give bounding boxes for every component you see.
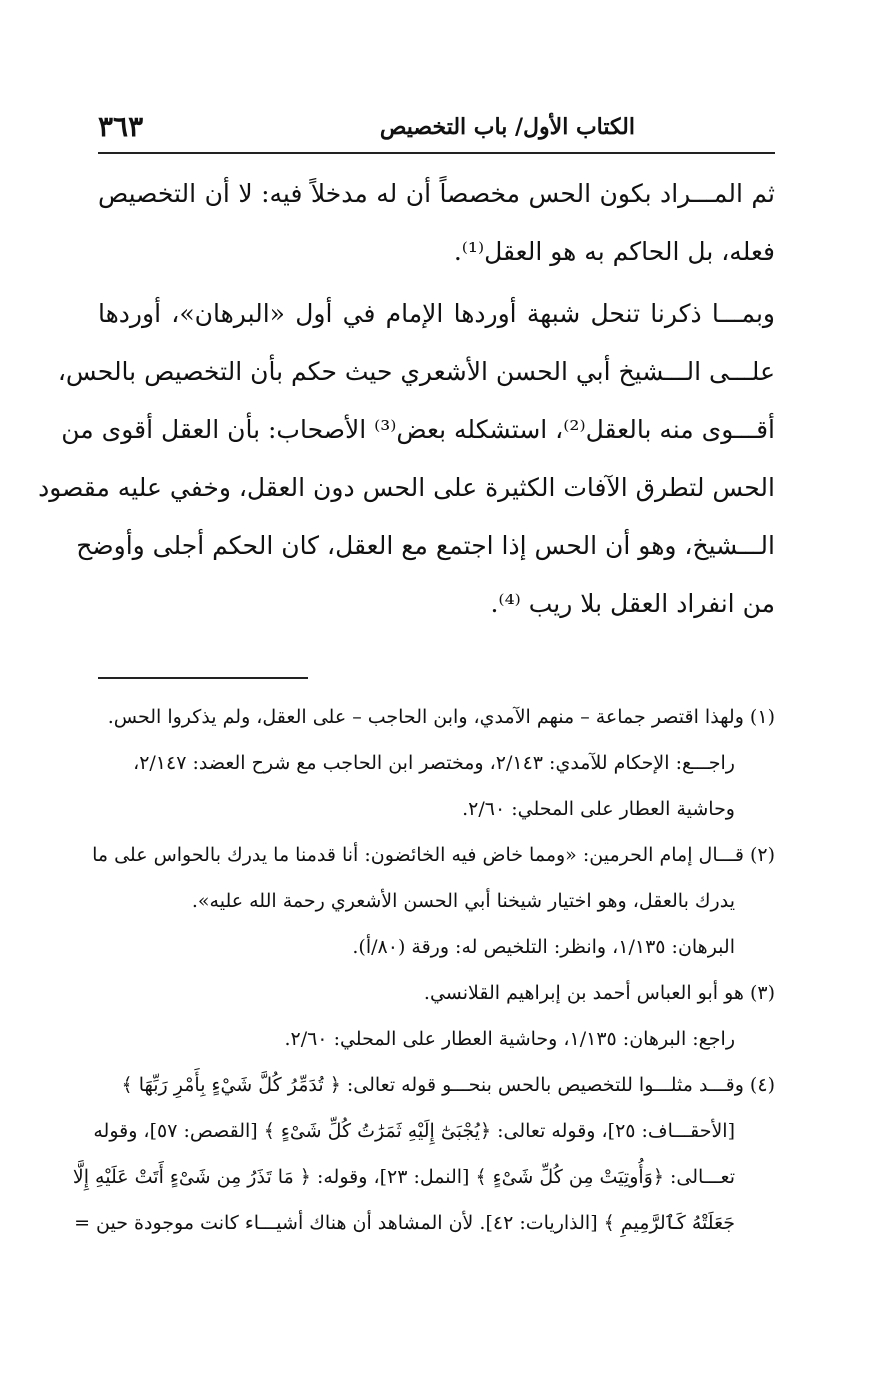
footnote-line: يدرك بالعقل، وهو اختيار شيخنا أبي الحسن الأشعري رحمة الله عليه». [191,890,735,912]
text-line: علـــى الـــشيخ أبي الحسن الأشعري حيث حكم بأن التخصيص بالحس، [57,357,775,386]
footnote-4 [72,1062,775,1246]
main-text [38,165,775,633]
footnote-line: (٣) هو أبو العباس أحمد بن إبراهيم القلانسي. [423,982,775,1004]
text-line: الـــشيخ، وهو أن الحس إذا اجتمع مع العقل، كان الحكم أجلى وأوضح [76,531,775,560]
footnote-separator [98,677,308,679]
text-line: وبمـــا ذكرنا تنحل شبهة أوردها الإمام في أول «البرهان»، أوردها [98,299,775,328]
footnote-line: البرهان: ١/١٣٥، وانظر: التلخيص له: ورقة (٨٠/أ). [352,936,735,958]
footnotes [72,694,775,1246]
footnote-line: [الأحقـــاف: ٢٥]، وقوله تعالى: ﴿يُجْبَىٰٓ إِلَيْهِ ثَمَرَٰتُ كُلِّ شَىْءٍ ﴾ [القصص: ٥٧]، وقوله [93,1120,735,1142]
footnote-line: (٢) قـــال إمام الحرمين: «ومما خاض فيه الخائضون: أنا قدمنا ما يدرك بالحواس على ما [92,844,775,866]
paragraph-2 [38,285,775,633]
footnote-line: جَعَلَتْهُ كَٱلرَّمِيمِ ﴾ [الذاريات: ٤٢]. لأن المشاهد أن هناك أشيـــاء كانت موجودة حين = [74,1212,735,1234]
footnote-3 [98,970,775,1062]
text-line: أقـــوى منه بالعقل⁽²⁾، استشكله بعض⁽³⁾ الأصحاب: بأن العقل أقوى من [61,415,775,444]
text-line: الحس لتطرق الآفات الكثيرة على الحس دون العقل، وخفي عليه مقصود [38,473,775,502]
running-title: الكتاب الأول/ باب التخصيص [379,114,635,140]
footnote-line: راجع: البرهان: ١/١٣٥، وحاشية العطار على المحلي: ٢/٦٠. [284,1028,735,1050]
footnote-line: (١) ولهذا اقتصر جماعة – منهم الآمدي، وابن الحاجب – على العقل، ولم يذكروا الحس. [107,706,775,728]
footnote-line: (٤) وقـــد مثلـــوا للتخصيص بالحس بنحـــو قوله تعالى: ﴿ تُدَمِّرُ كُلَّ شَيْءٍ بِأَمْرِ رَبِّهَا ﴾ [121,1074,775,1096]
text-line: من انفراد العقل بلا ريب ⁽⁴⁾. [490,589,775,618]
footnote-2 [92,832,775,970]
text-line: ثم المـــراد بكون الحس مخصصاً أن له مدخلاً فيه: لا أن التخصيص [98,179,775,208]
footnote-line: راجـــع: الإحكام للآمدي: ٢/١٤٣، ومختصر ابن الحاجب مع شرح العضد: ٢/١٤٧، [133,752,735,774]
footnote-1 [98,694,775,832]
footnote-line: وحاشية العطار على المحلي: ٢/٦٠. [462,798,735,820]
page-header [98,108,775,154]
text-line: فعله، بل الحاكم به هو العقل⁽¹⁾. [453,237,775,266]
footnote-line: تعـــالى: ﴿وَأُوتِيَتْ مِن كُلِّ شَىْءٍ ﴾ [النمل: ٢٣]، وقوله: ﴿ مَا تَذَرُ مِن شَىْءٍ أَتَتْ عَلَيْهِ إِلَّا [72,1166,735,1188]
page-number: ٣٦٣ [98,110,144,143]
paragraph-1 [98,165,775,281]
